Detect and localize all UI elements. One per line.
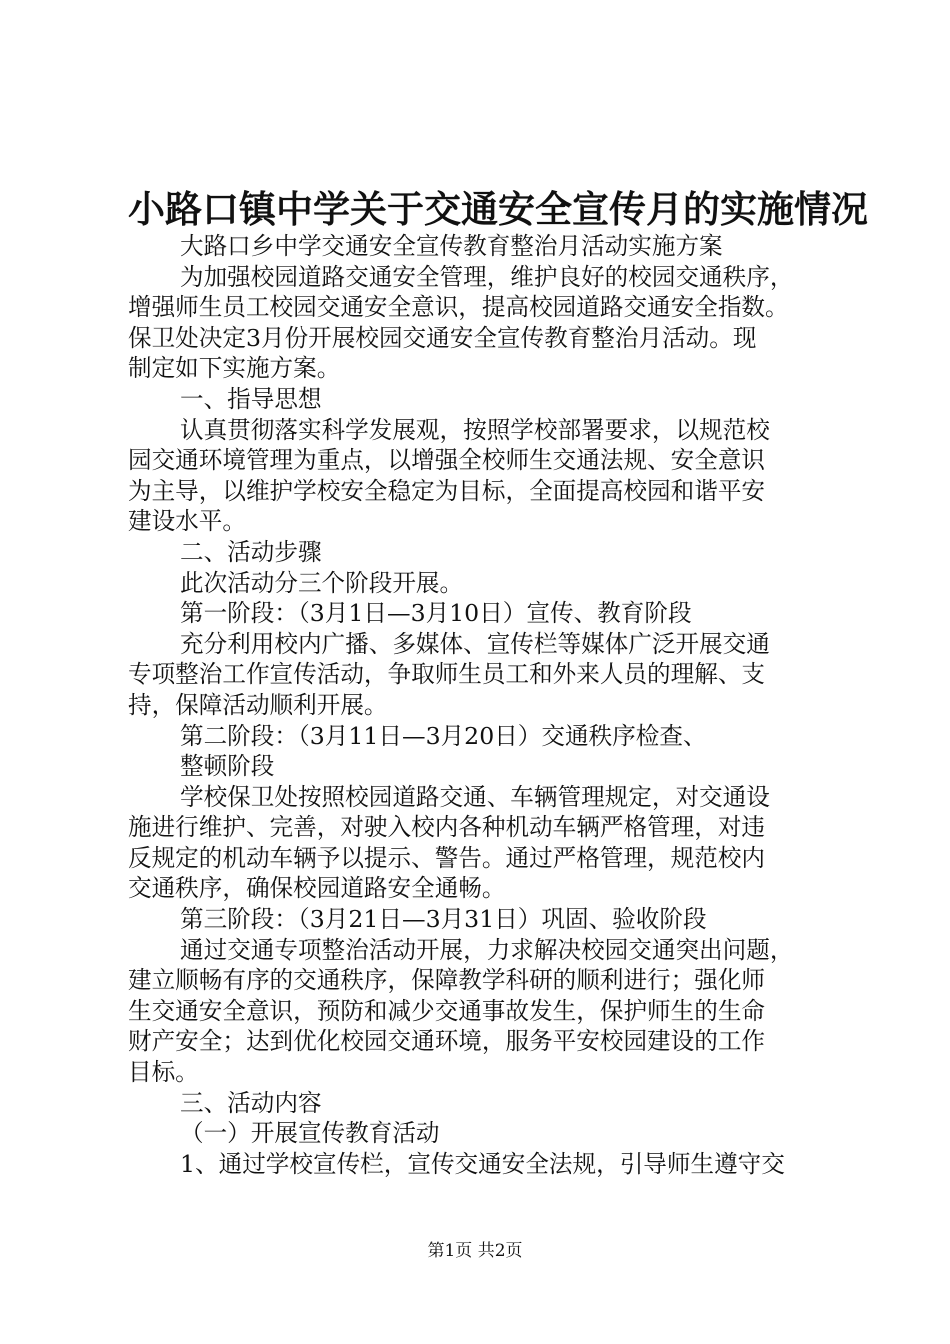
text-line: 第三阶段：（3月21日—3月31日）巩固、验收阶段 xyxy=(180,905,707,934)
text-line: 园交通环境管理为重点，以增强全校师生交通法规、安全意识 xyxy=(128,446,766,475)
text-line: 第一阶段：（3月1日—3月10日）宣传、教育阶段 xyxy=(180,599,692,628)
text-line: 增强师生员工校园交通安全意识，提高校园道路交通安全指数。 xyxy=(128,293,789,322)
text-line: 二、活动步骤 xyxy=(180,537,322,566)
text-line: 制定如下实施方案。 xyxy=(128,354,341,383)
document-body xyxy=(128,231,858,1179)
text-line: 专项整治工作宣传活动，争取师生员工和外来人员的理解、支 xyxy=(128,660,766,689)
text-line: 施进行维护、完善，对驶入校内各种机动车辆严格管理，对违 xyxy=(128,813,766,842)
text-line: 大路口乡中学交通安全宣传教育整治月活动实施方案 xyxy=(180,232,723,260)
text-line: 三、活动内容 xyxy=(180,1088,322,1117)
text-line: 为加强校园道路交通安全管理，维护良好的校园交通秩序， xyxy=(180,262,794,291)
text-line: 第二阶段：（3月11日—3月20日）交通秩序检查、 xyxy=(180,721,707,750)
text-line: 交通秩序，确保校园道路安全通畅。 xyxy=(128,874,506,903)
text-line: 整顿阶段 xyxy=(180,752,275,781)
text-line: 充分利用校内广播、多媒体、宣传栏等媒体广泛开展交通 xyxy=(180,629,770,658)
text-line: 保卫处决定3月份开展校园交通安全宣传教育整治月活动。现 xyxy=(128,323,757,352)
text-line: （一）开展宣传教育活动 xyxy=(180,1119,440,1148)
document-title: 小路口镇中学关于交通安全宣传月的实施情况 xyxy=(128,187,868,231)
text-line: 反规定的机动车辆予以提示、警告。通过严格管理，规范校内 xyxy=(128,843,766,872)
page-footer: 第1页 共2页 xyxy=(427,1241,523,1261)
text-line: 认真贯彻落实科学发展观，按照学校部署要求，以规范校 xyxy=(180,415,770,444)
text-line: 目标。 xyxy=(128,1058,199,1087)
text-line: 生交通安全意识，预防和减少交通事故发生，保护师生的生命 xyxy=(128,996,766,1025)
text-line: 建设水平。 xyxy=(128,507,246,536)
text-line: 为主导，以维护学校安全稳定为目标，全面提高校园和谐平安 xyxy=(128,476,766,505)
text-line: 此次活动分三个阶段开展。 xyxy=(180,568,464,597)
text-line: 建立顺畅有序的交通秩序，保障教学科研的顺利进行；强化师 xyxy=(128,966,766,995)
text-line: 1、通过学校宣传栏，宣传交通安全法规，引导师生遵守交 xyxy=(180,1149,785,1178)
text-line: 持，保障活动顺利开展。 xyxy=(128,690,388,719)
text-line: 通过交通专项整治活动开展，力求解决校园交通突出问题， xyxy=(180,935,794,964)
text-line: 财产安全；达到优化校园交通环境，服务平安校园建设的工作 xyxy=(128,1027,766,1056)
text-line: 学校保卫处按照校园道路交通、车辆管理规定，对交通设 xyxy=(180,782,770,811)
text-line: 一、指导思想 xyxy=(180,384,322,413)
